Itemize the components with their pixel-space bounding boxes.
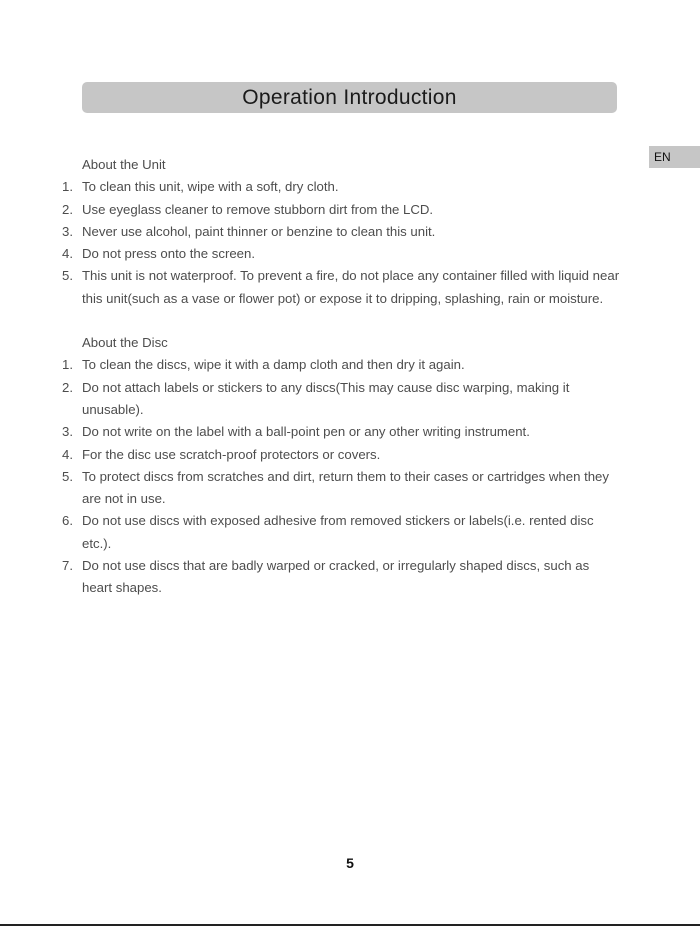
language-tab: EN — [649, 146, 700, 168]
list-item — [62, 444, 622, 466]
list-item — [62, 265, 622, 310]
item-text: To clean the discs, wipe it with a damp cloth and then dry it again. — [82, 357, 465, 373]
item-number: 5. — [62, 468, 73, 484]
item-text: Do not use discs with exposed adhesive from removed stickers or labels(i.e. rented disc etc.). — [82, 513, 594, 551]
manual-content — [62, 154, 622, 600]
section-heading: About the Unit — [82, 157, 166, 172]
item-number: 7. — [62, 558, 73, 574]
list-item — [62, 176, 622, 198]
list-item — [62, 221, 622, 243]
item-text: Do not press onto the screen. — [82, 246, 256, 262]
section-heading: About the Disc — [82, 335, 168, 351]
item-number: 6. — [62, 513, 73, 529]
list-item — [62, 243, 622, 265]
list-item — [62, 354, 622, 376]
item-number: 2. — [62, 379, 73, 395]
list-item — [62, 421, 622, 443]
item-text: Do not use discs that are badly warped or cracked, or irregularly shaped discs, such as heart shapes. — [82, 558, 590, 596]
list-item — [62, 199, 622, 221]
item-text: Never use alcohol, paint thinner or benzine to clean this unit. — [82, 223, 436, 239]
section-spacer — [62, 310, 622, 332]
item-number: 4. — [62, 446, 73, 462]
list-item — [62, 510, 622, 555]
item-number: 1. — [62, 357, 73, 373]
instruction-list — [62, 354, 622, 599]
item-number: 1. — [62, 179, 73, 195]
item-number: 5. — [62, 268, 73, 284]
item-text: This unit is not waterproof. To prevent a fire, do not place any container filled with liquid near this unit(such as a vase or flower pot) or expose it to dripping, splashing, rain or moisture. — [82, 268, 620, 306]
item-text: To protect discs from scratches and dirt, return them to their cases or cartridges when they are not in use. — [82, 468, 609, 507]
instruction-list — [62, 176, 622, 310]
list-item — [62, 377, 622, 422]
item-text: For the disc use scratch-proof protectors or covers. — [82, 446, 381, 462]
item-text: To clean this unit, wipe with a soft, dry cloth. — [82, 179, 339, 195]
item-number: 2. — [62, 201, 73, 217]
item-text: Do not attach labels or stickers to any discs(This may cause disc warping, making it unusable). — [82, 379, 570, 417]
list-item — [62, 466, 622, 511]
page-number: 5 — [346, 855, 354, 871]
item-number: 3. — [62, 424, 73, 440]
item-number: 4. — [62, 246, 73, 262]
bottom-divider — [0, 924, 700, 926]
item-number: 3. — [62, 223, 73, 239]
item-text: Do not write on the label with a ball-point pen or any other writing instrument. — [82, 424, 530, 440]
item-text: Use eyeglass cleaner to remove stubborn dirt from the LCD. — [82, 201, 434, 217]
page-title: Operation Introduction — [242, 85, 457, 109]
title-bar — [82, 82, 617, 113]
section-about-unit — [62, 154, 622, 310]
list-item — [62, 555, 622, 600]
section-about-disc — [62, 332, 622, 600]
